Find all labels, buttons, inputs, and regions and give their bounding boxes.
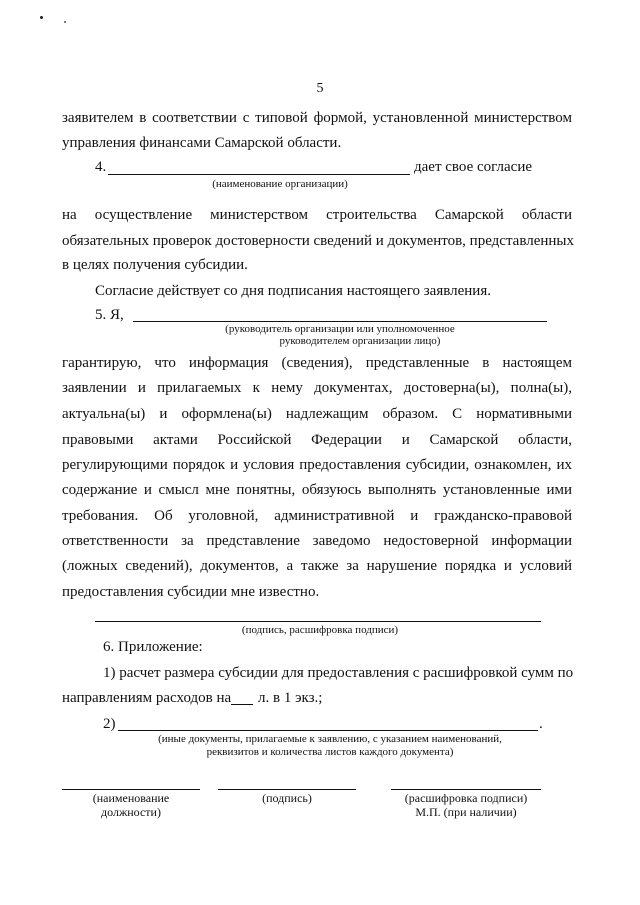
- attachment-2-number: 2): [103, 716, 116, 732]
- attachment-1-line2-start: направлениям расходов на: [62, 690, 232, 706]
- applicant-signature-caption: (подпись, расшифровка подписи): [241, 624, 399, 636]
- attachment-2-end: .: [539, 716, 543, 732]
- item5-line: актуальна(ы) и оформлена(ы) надлежащим образом. С нормативными: [62, 406, 572, 422]
- item5-line: предоставления субсидии мне известно.: [62, 584, 320, 600]
- attachment-1-line2-end: л. в 1 экз.;: [258, 690, 323, 706]
- position-caption: должности): [101, 805, 161, 819]
- applicant-blank: [133, 321, 547, 322]
- item4-line: обязательных проверок достоверности сведений и документов, представленных: [62, 233, 574, 249]
- scan-mark: [40, 16, 43, 19]
- organization-name-caption: (наименование организации): [212, 178, 348, 190]
- stamp-caption: М.П. (при наличии): [415, 805, 517, 819]
- sheet-count-blank: [231, 704, 253, 705]
- intro-line: управления финансами Самарской области.: [62, 135, 342, 151]
- position-caption: (наименование: [92, 791, 170, 805]
- item5-line: содержание и смысл мне понятны, обязуюсь выполнять установленные ими: [62, 482, 572, 498]
- scan-mark: [64, 21, 66, 23]
- item5-line: требования. Об уголовной, административной и гражданско-правовой: [62, 508, 572, 524]
- position-line: [62, 789, 200, 790]
- applicant-signature-line: [95, 621, 541, 622]
- other-documents-blank: [118, 730, 538, 731]
- consent-text: Согласие действует со дня подписания настоящего заявления.: [95, 283, 491, 299]
- item5-prefix: 5. Я,: [95, 307, 124, 323]
- other-documents-caption: (иные документы, прилагаемые к заявлению, с указанием наименований,: [158, 733, 502, 745]
- decoding-line: [391, 789, 541, 790]
- decoding-caption: (расшифровка подписи): [404, 791, 528, 805]
- item5-line: гарантирую, что информация (сведения), представленные в настоящем: [62, 355, 572, 371]
- item4-line: в целях получения субсидии.: [62, 257, 248, 273]
- item5-line: (ложных сведений), документов, а также за нарушение порядка и условий: [62, 558, 572, 574]
- signature-line: [218, 789, 356, 790]
- item5-line: регулирующими порядок и условия предоставления субсидии, ознакомлен, их: [62, 457, 572, 473]
- organization-name-blank: [108, 174, 410, 175]
- page-number: 5: [316, 81, 324, 96]
- item4-number: 4.: [95, 159, 107, 175]
- item5-line: ответственности за представление заведомо недостоверной информации: [62, 533, 572, 549]
- item4-suffix: дает свое согласие: [414, 159, 533, 175]
- attachments-title: 6. Приложение:: [103, 639, 203, 655]
- applicant-caption: (руководитель организации или уполномоченное: [225, 323, 455, 335]
- applicant-caption: руководителем организации лицо): [279, 335, 441, 347]
- item5-line: правовыми актами Российской Федерации и Самарской области,: [62, 432, 572, 448]
- other-documents-caption: реквизитов и количества листов каждого документа): [206, 746, 454, 758]
- signature-caption: (подпись): [262, 791, 312, 805]
- attachment-1-line: 1) расчет размера субсидии для предоставления с расшифровкой сумм по: [103, 665, 574, 681]
- item5-line: заявлении и прилагаемых к нему документах, достоверна(ы), полна(ы),: [62, 380, 572, 396]
- item4-line: на осуществление министерством строительства Самарской области: [62, 207, 572, 223]
- intro-line: заявителем в соответствии с типовой формой, установленной министерством: [62, 110, 572, 126]
